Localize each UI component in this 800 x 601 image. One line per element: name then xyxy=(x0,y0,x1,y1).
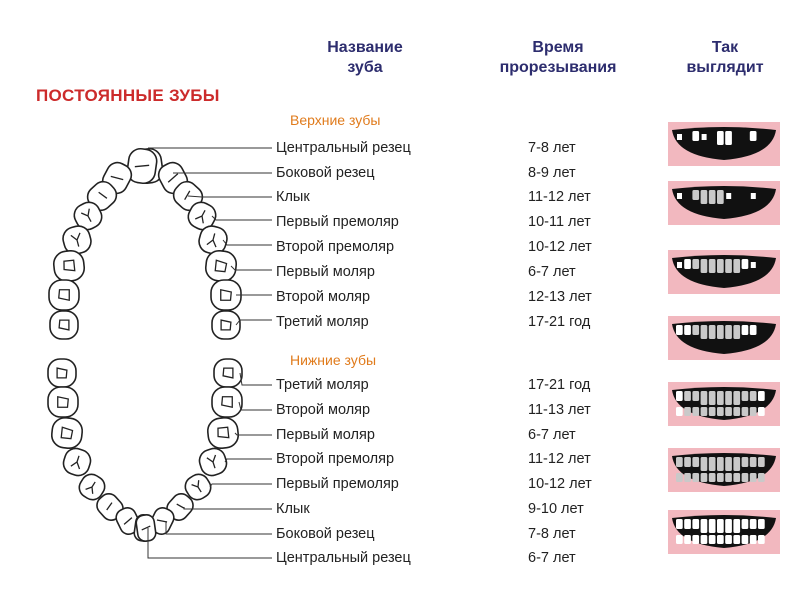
mouth-stage-7 xyxy=(668,510,780,554)
tooth-name: Центральный резец xyxy=(276,140,411,156)
tooth-name: Центральный резец xyxy=(276,550,411,566)
tooth-outline xyxy=(135,514,156,542)
eruption-age: 10-11 лет xyxy=(528,214,591,230)
eruption-age: 8-9 лет xyxy=(528,165,576,181)
tooth-name: Клык xyxy=(276,189,310,205)
tooth-outline xyxy=(51,417,84,450)
section-upper-teeth: Верхние зубы xyxy=(290,112,381,128)
leader-line xyxy=(210,484,272,487)
mouth-stage-1 xyxy=(668,122,780,166)
tooth-outline xyxy=(48,359,76,387)
tooth-outline xyxy=(49,280,79,310)
tooth-outline xyxy=(207,417,240,450)
tooth-name: Первый моляр xyxy=(276,427,375,443)
eruption-age: 6-7 лет xyxy=(528,550,576,566)
tooth-name: Первый премоляр xyxy=(276,476,399,492)
tooth-outline xyxy=(197,446,230,479)
eruption-age: 17-21 год xyxy=(528,314,591,330)
tooth-outline xyxy=(214,359,242,387)
tooth-name: Клык xyxy=(276,501,310,517)
header-tooth-name: Название зуба xyxy=(327,39,403,76)
leader-line xyxy=(235,433,272,435)
tooth-name: Первый моляр xyxy=(276,264,375,280)
leader-line xyxy=(223,240,272,245)
mouth-stage-4 xyxy=(668,316,780,360)
tooth-outline xyxy=(205,250,238,283)
leader-line xyxy=(231,266,272,270)
eruption-age: 6-7 лет xyxy=(528,427,576,443)
leader-line xyxy=(239,402,272,410)
page-title: ПОСТОЯННЫЕ ЗУБЫ xyxy=(36,86,220,105)
mouth-stage-2 xyxy=(668,181,780,225)
tooth-name: Первый премоляр xyxy=(276,214,399,230)
tooth-outline xyxy=(61,446,94,479)
tooth-outline xyxy=(48,387,78,417)
leader-line xyxy=(212,216,272,220)
tooth-name: Второй моляр xyxy=(276,289,371,305)
tooth-name: Третий моляр xyxy=(276,377,369,393)
tooth-name: Боковой резец xyxy=(276,526,375,542)
leader-line xyxy=(166,521,272,534)
mouth-stage-3 xyxy=(668,250,780,294)
eruption-age: 11-12 лет xyxy=(528,189,591,205)
eruption-age: 12-13 лет xyxy=(528,289,592,305)
tooth-outline xyxy=(212,387,242,417)
tooth-outline xyxy=(50,311,78,339)
mouth-stage-6 xyxy=(668,448,780,492)
tooth-name: Второй премоляр xyxy=(276,451,395,467)
eruption-age: 11-13 лет xyxy=(528,402,591,418)
tooth-name: Второй премоляр xyxy=(276,239,395,255)
eruption-age: 7-8 лет xyxy=(528,526,576,542)
eruption-age: 7-8 лет xyxy=(528,140,576,156)
eruption-age: 10-12 лет xyxy=(528,476,592,492)
tooth-outline xyxy=(53,250,86,283)
eruption-age: 10-12 лет xyxy=(528,239,592,255)
header-eruption-time: Время прорезывания xyxy=(499,39,617,76)
eruption-age: 17-21 год xyxy=(528,377,591,393)
section-lower-teeth: Нижние зубы xyxy=(290,352,377,368)
tooth-name: Третий моляр xyxy=(276,314,369,330)
header-looks-like: Так выглядит xyxy=(686,39,764,76)
tooth-outline xyxy=(212,311,240,339)
mouth-stage-5 xyxy=(668,382,780,426)
eruption-age: 9-10 лет xyxy=(528,501,584,517)
eruption-age: 6-7 лет xyxy=(528,264,576,280)
leader-line xyxy=(240,373,272,385)
tooth-name: Боковой резец xyxy=(276,165,375,181)
tooth-name: Второй моляр xyxy=(276,402,371,418)
leader-line xyxy=(184,507,272,509)
leader-line xyxy=(236,320,272,325)
eruption-age: 11-12 лет xyxy=(528,451,591,467)
leader-line xyxy=(225,459,272,462)
